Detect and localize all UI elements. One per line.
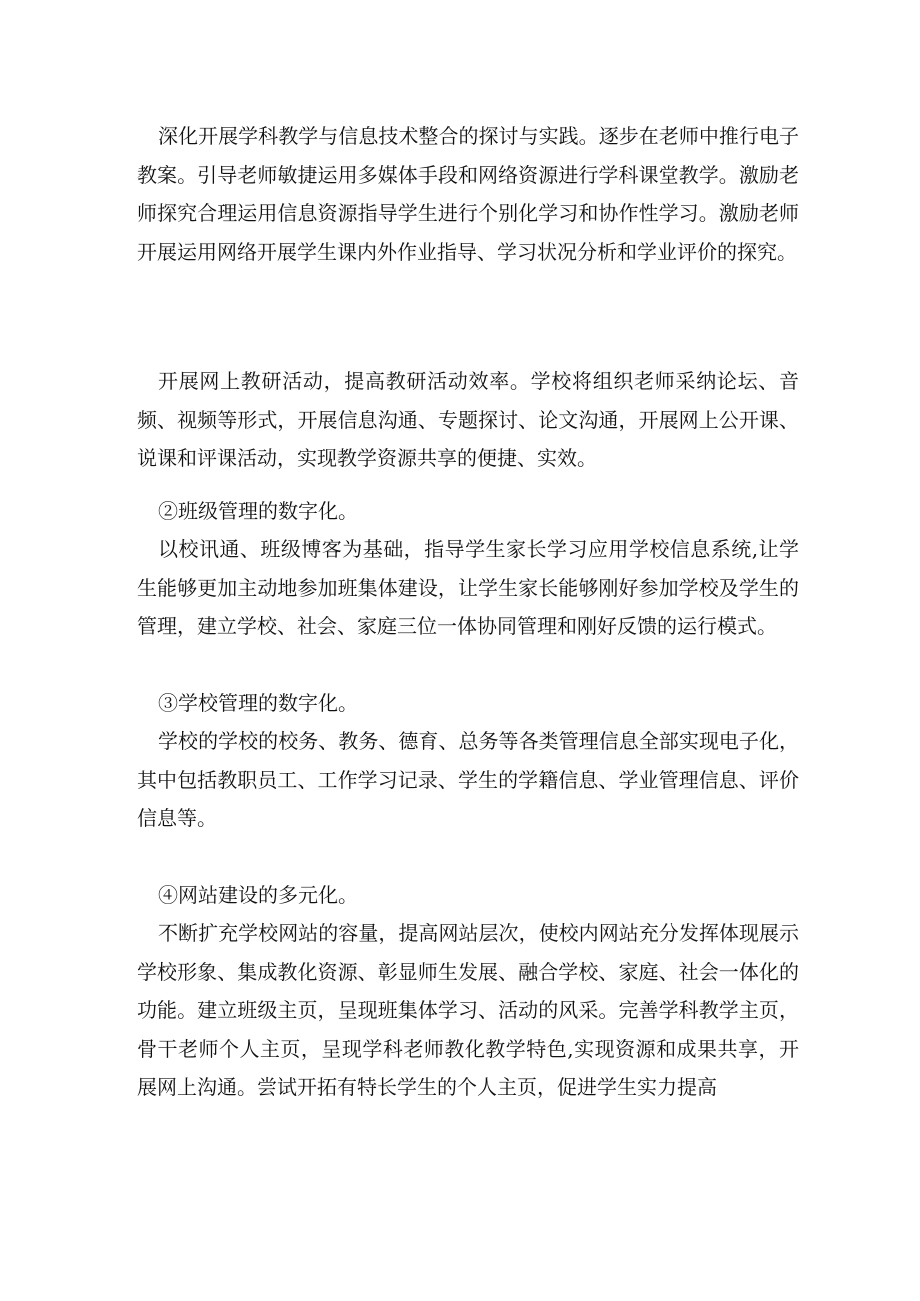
- heading-website-construction: ④网站建设的多元化。: [158, 883, 358, 907]
- paragraph-teaching-integration: 深化开展学科教学与信息技术整合的探讨与实践。逐步在老师中推行电子教案。引导老师敏捷运用多媒体手段和网络资源进行学科课堂教学。激励老师探究合理运用信息资源指导学生进行个别化学习和协作性学习。激励老师开展运用网络开展学生课内外作业指导、学习状况分析和学业评价的探究。: [137, 124, 799, 264]
- paragraph-online-research: 开展网上教研活动，提高教研活动效率。学校将组织老师采纳论坛、音频、视频等形式，开展信息沟通、专题探讨、论文沟通，开展网上公开课、说课和评课活动，实现教学资源共享的便捷、实效。: [137, 369, 799, 470]
- paragraph-class-management: 以校讯通、班级博客为基础，指导学生家长学习应用学校信息系统,让学生能够更加主动地参加班集体建设，让学生家长能够刚好参加学校及学生的管理，建立学校、社会、家庭三位一体协同管理和刚好反馈的运行模式。: [137, 537, 799, 638]
- paragraph-website-construction: 不断扩充学校网站的容量，提高网站层次，使校内网站充分发挥体现展示学校形象、集成教化资源、彰显师生发展、融合学校、家庭、社会一体化的功能。建立班级主页，呈现班集体学习、活动的风采。完善学科教学主页，骨干老师个人主页，呈现学科老师教化教学特色,实现资源和成果共享，开展网上沟通。尝试开拓有特长学生的个人主页，促进学生实力提高: [137, 921, 799, 1099]
- heading-class-management: ②班级管理的数字化。: [158, 499, 358, 523]
- paragraph-school-management: 学校的学校的校务、教务、德育、总务等各类管理信息全部实现电子化，其中包括教职员工、工作学习记录、学生的学籍信息、学业管理信息、评价信息等。: [137, 729, 799, 830]
- heading-school-management: ③学校管理的数字化。: [158, 691, 358, 715]
